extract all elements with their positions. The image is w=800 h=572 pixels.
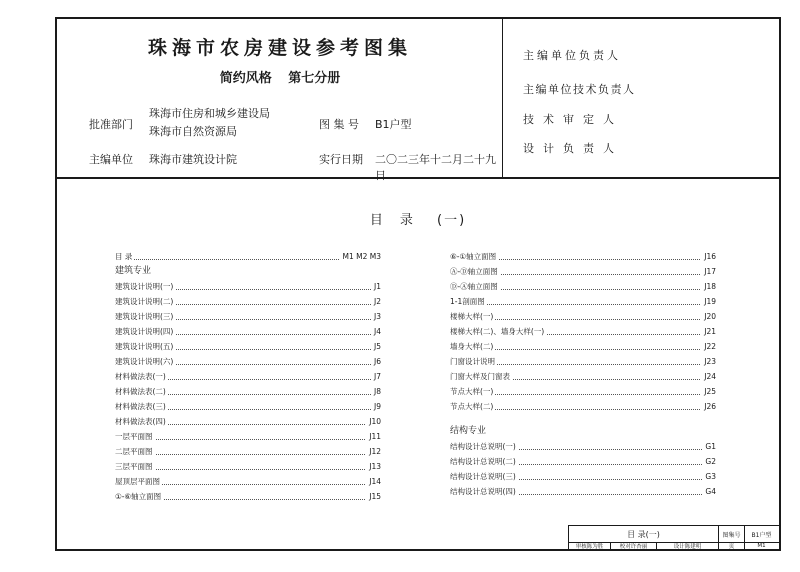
toc-leader-dots (115, 469, 381, 470)
editor-value: 珠海市建筑设计院 (149, 153, 237, 166)
toc-entry-page: J7 (371, 369, 381, 384)
title-block-page-label: 页 (719, 542, 745, 550)
toc-entry-label: ①-⑥轴立面图 (115, 489, 163, 504)
title-block-name: 目 录(一) (569, 526, 719, 542)
toc-entry-label: 节点大样(一) (450, 384, 495, 399)
title-block-checker: 校对许杏丽 (611, 542, 657, 550)
toc-entry-label: 材料做法表(二) (115, 384, 168, 399)
toc-title (57, 209, 779, 228)
toc-entry-page: J17 (701, 264, 716, 279)
toc-entry-page: J10 (366, 414, 381, 429)
toc-entry-label: 材料做法表(四) (115, 414, 168, 429)
toc-section-heading (450, 424, 716, 439)
toc-entry-page: J4 (371, 324, 381, 339)
toc-entry (450, 309, 716, 324)
toc-entry-page: J18 (701, 279, 716, 294)
toc-entry-page: J6 (371, 354, 381, 369)
toc-entry (450, 294, 716, 309)
toc-entry (450, 399, 716, 414)
toc-entry (115, 294, 381, 309)
toc-entry-page: J1 (371, 279, 381, 294)
toc-entry-label: 二层平面图 (115, 444, 155, 459)
toc-entry (450, 469, 716, 484)
toc-entry-page: M1 M2 M3 (340, 249, 382, 264)
subtitle-volume: 第七分册 (288, 71, 341, 86)
toc-entry (450, 279, 716, 294)
tech-reviewer: 技术审定人 (523, 113, 623, 126)
title-block-page-value: M1 (757, 543, 766, 549)
effective-label: 实行日期 (319, 153, 363, 166)
toc-entry (450, 249, 716, 264)
toc-entry (115, 444, 381, 459)
toc-entry-label: Ⓐ-Ⓓ轴立面图 (450, 264, 500, 279)
toc-entry-page: J15 (366, 489, 381, 504)
toc-entry-label: 材料做法表(三) (115, 399, 168, 414)
toc-entry-page: J11 (366, 429, 381, 444)
toc-entry (115, 414, 381, 429)
toc-entry (115, 474, 381, 489)
title-block-reviewer: 审核陈为胜 (569, 542, 611, 550)
toc-entry (450, 384, 716, 399)
toc-entry-label: Ⓓ-Ⓐ轴立面图 (450, 279, 500, 294)
toc-leader-dots (450, 304, 716, 305)
atlas-no-value: B1户型 (375, 118, 412, 131)
toc-entry-page: J8 (371, 384, 381, 399)
toc-entry-label: 楼梯大样(一) (450, 309, 495, 324)
toc-spacer (450, 414, 716, 424)
toc-entry (450, 484, 716, 499)
toc-entry-label: 建筑设计说明(五) (115, 339, 175, 354)
toc-entry-page: J21 (701, 324, 716, 339)
atlas-title: 珠海市农房建设参考图集 (147, 37, 412, 59)
toc-entry-label: 结构设计总说明(一) (450, 439, 518, 454)
toc-entry-page: J2 (371, 294, 381, 309)
toc-entry-page: J19 (701, 294, 716, 309)
header-block (57, 19, 779, 182)
toc-entry (450, 369, 716, 384)
approve-label: 批准部门 (89, 118, 133, 131)
title-block-atlas-value: B1户型 (751, 531, 772, 539)
toc-entry (450, 339, 716, 354)
toc-entry-page: J26 (701, 399, 716, 414)
editor-label: 主编单位 (89, 153, 133, 166)
title-block-designer: 设计陈建明 (657, 542, 719, 550)
tech-responsible: 主编单位技术负责人 (523, 83, 636, 96)
toc-entry-label: 门窗设计说明 (450, 354, 497, 369)
toc-entry-page: J14 (366, 474, 381, 489)
toc-entry-label: 建筑设计说明(四) (115, 324, 175, 339)
toc-entry-page: J20 (701, 309, 716, 324)
toc-entry (115, 369, 381, 384)
toc-entry-page: J25 (701, 384, 716, 399)
subtitle-style: 简约风格 (219, 71, 272, 86)
toc-entry (115, 489, 381, 504)
effective-value: 二〇二三年十二月二十九日 (375, 153, 496, 182)
toc-right-column (450, 249, 716, 499)
toc-entry (450, 264, 716, 279)
design-responsible: 设计负责人 (523, 142, 623, 155)
toc-entry (115, 309, 381, 324)
approve-value-1: 珠海市住房和城乡建设局 (149, 107, 270, 120)
toc-entry (115, 354, 381, 369)
toc-entry-label: 建筑设计说明(六) (115, 354, 175, 369)
toc-entry-page: G4 (702, 484, 716, 499)
toc-entry (115, 384, 381, 399)
toc-entry (115, 324, 381, 339)
toc-entry-label: 建筑设计说明(一) (115, 279, 175, 294)
toc-entry-label: 三层平面图 (115, 459, 155, 474)
toc-entry-label: 屋顶层平面图 (115, 474, 162, 489)
toc-entry-label: 建筑设计说明(二) (115, 294, 175, 309)
toc-entry-label: 目 录 (115, 249, 134, 264)
toc-title-part: (一) (437, 213, 467, 228)
toc-entry (115, 459, 381, 474)
header-left (57, 19, 503, 182)
toc-entry-label: 结构设计总说明(二) (450, 454, 518, 469)
toc-entry-page: G2 (702, 454, 716, 469)
toc-entry-page: J12 (366, 444, 381, 459)
toc-left-column (115, 249, 381, 504)
toc-entry (115, 429, 381, 444)
toc-entry-page: J3 (371, 309, 381, 324)
toc-entry-label: 门窗大样及门窗表 (450, 369, 512, 384)
toc-entry-page: J9 (371, 399, 381, 414)
toc-section-label: 结构专业 (450, 424, 488, 439)
toc-leader-dots (115, 439, 381, 440)
atlas-subtitle (57, 67, 503, 86)
toc-entry-page: G3 (702, 469, 716, 484)
toc-entry-label: 墙身大样(二) (450, 339, 495, 354)
toc-entry-page: J5 (371, 339, 381, 354)
toc-entry-page: G1 (702, 439, 716, 454)
toc-entry (450, 354, 716, 369)
toc-entry (450, 324, 716, 339)
toc-entry-label: 一层平面图 (115, 429, 155, 444)
approve-value-2: 珠海市自然资源局 (149, 125, 237, 138)
toc-entry (450, 439, 716, 454)
toc-entry-label: 建筑设计说明(三) (115, 309, 175, 324)
toc-entry-label: 结构设计总说明(四) (450, 484, 518, 499)
toc-leader-dots (115, 454, 381, 455)
toc-title-main: 目 录 (369, 213, 415, 228)
title-block (568, 525, 779, 551)
toc-entry (115, 399, 381, 414)
toc-entry-label: ⑥-①轴立面图 (450, 249, 498, 264)
drawing-frame (55, 17, 781, 551)
toc-entry-label: 节点大样(二) (450, 399, 495, 414)
toc-entry-page: J22 (701, 339, 716, 354)
title-block-atlas-label: 图集号 (719, 526, 745, 542)
toc-entry-page: J24 (701, 369, 716, 384)
chief-editor-responsible: 主编单位负责人 (523, 49, 621, 62)
toc-entry (115, 249, 381, 264)
toc-entry-label: 材料做法表(一) (115, 369, 168, 384)
toc-entry-label: 楼梯大样(二)、墙身大样(一) (450, 324, 546, 339)
toc-entry (115, 339, 381, 354)
toc-entry-page: J23 (701, 354, 716, 369)
toc-entry-label: 1-1剖面图 (450, 294, 487, 309)
toc-entry-page: J16 (701, 249, 716, 264)
toc-entry-label: 结构设计总说明(三) (450, 469, 518, 484)
toc-section-label: 建筑专业 (115, 264, 153, 279)
toc-entry-page: J13 (366, 459, 381, 474)
toc-section-heading (115, 264, 381, 279)
toc-entry (450, 454, 716, 469)
toc-entry (115, 279, 381, 294)
atlas-no-label: 图 集 号 (319, 118, 359, 131)
